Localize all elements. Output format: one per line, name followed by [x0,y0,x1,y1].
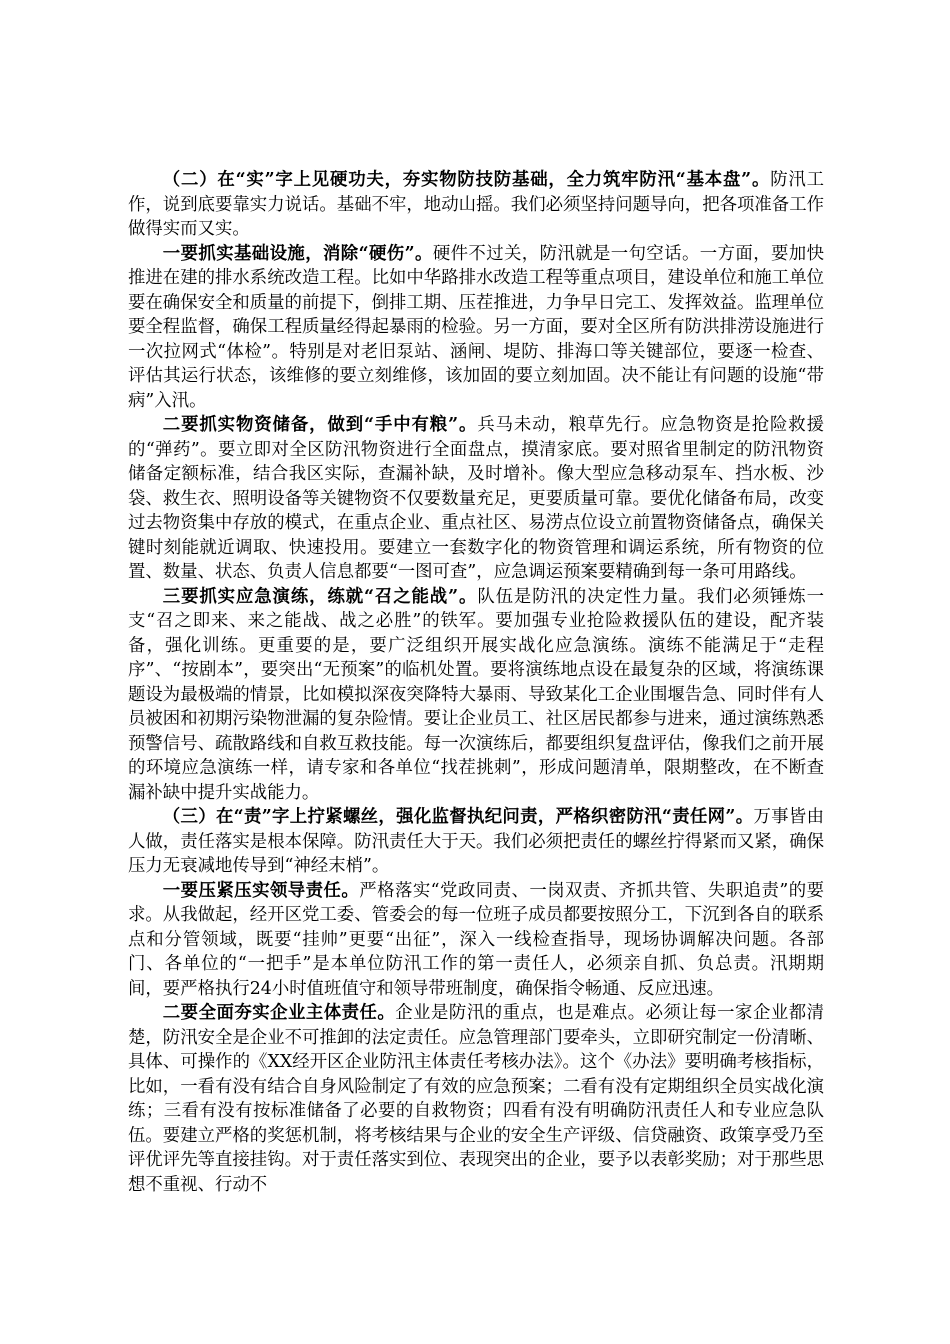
section-three-body: 万事皆由人做，责任落实是根本保障。防汛责任大于天。我们必须把责任的螺丝拧得紧而又紧，确保压力无衰减地传导到“神经末梢”。 [128,807,824,876]
leadership-heading: 一要压紧压实领导责任。 [162,880,360,901]
section-two-paragraph [128,168,824,242]
section-three-paragraph [128,805,824,879]
materials-paragraph [128,413,824,585]
enterprise-heading: 二要全面夯实企业主体责任。 [162,1003,396,1023]
enterprise-body: 企业是防汛的重点，也是难点。必须让每一家企业都清楚，防汛安全是企业不可推卸的法定责任。应急管理部门要牵头，立即研究制定一份清晰、具体、可操作的《XX经开区企业防汛主体责任考核办法》。这个《办法》要明确考核指标，比如，一看有没有结合自身风险制定了有效的应急预案；二看有没有定期组织全员实战化演练；三看有没有按标准储备了必要的自救物资；四看有没有明确防汛责任人和专业应急队伍。要建立严格的奖惩机制，将考核结果与企业的安全生产评级、信贷融资、政策享受乃至评优评先等直接挂钩。对于责任落实到位、表现突出的企业，要予以表彰奖励；对于那些思想不重视、行动不 [128,1003,824,1195]
leadership-paragraph [128,879,824,1002]
infrastructure-body: 硬件不过关，防汛就是一句空话。一方面，要加快推进在建的排水系统改造工程。比如中华路排水改造工程等重点项目，建设单位和施工单位要在确保安全和质量的前提下，倒排工期、压茬推进，力争早日完工、发挥效益。监理单位要全程监督，确保工程质量经得起暴雨的检验。另一方面，要对全区所有防洪排涝设施进行一次拉网式“体检”。特别是对老旧泵站、涵闸、堤防、排海口等关键部位，要逐一检查、评估其运行状态，该维修的要立刻维修，该加固的要立刻加固。决不能让有问题的设施“带病”入汛。 [128,243,824,411]
document-page [128,168,824,1197]
infrastructure-heading: 一要抓实基础设施，消除“硬伤”。 [162,243,433,264]
drills-heading: 三要抓实应急演练，练就“召之能战”。 [162,586,478,607]
infrastructure-paragraph [128,242,824,414]
section-two-body: 防汛工作，说到底要靠实力说话。基础不牢，地动山摇。我们必须坚持问题导向，把各项准备工作做得实而又实。 [128,170,824,239]
materials-heading: 二要抓实物资储备，做到“手中有粮”。 [162,415,478,435]
enterprise-paragraph [128,1001,824,1197]
leadership-body: 严格落实“党政同责、一岗双责、齐抓共管、失职追责”的要求。从我做起，经开区党工委、管委会的每一位班子成员都要按照分工，下沉到各自的联系点和分管领域，既要“挂帅”更要“出征”，深入一线检查指导，现场协调解决问题。各部门、各单位的“一把手”是本单位防汛工作的第一责任人，必须亲自抓、负总责。汛期期间，要严格执行24小时值班值守和领导带班制度，确保指令畅通、反应迅速。 [128,880,824,999]
drills-paragraph [128,585,824,806]
materials-body: 兵马未动，粮草先行。应急物资是抢险救援的“弹药”。要立即对全区防汛物资进行全面盘点，摸清家底。要对照省里制定的防汛物资储备定额标准，结合我区实际，查漏补缺，及时增补。像大型应急移动泵车、挡水板、沙袋、救生衣、照明设备等关键物资不仅要数量充足，更要质量可靠。要优化储备布局，改变过去物资集中存放的模式，在重点企业、重点社区、易涝点位设立前置物资储备点，确保关键时刻能就近调取、快速投用。要建立一套数字化的物资管理和调运系统，所有物资的位置、数量、状态、负责人信息都要“一图可查”，应急调运预案要精确到每一条可用路线。 [128,415,824,582]
drills-body: 队伍是防汛的决定性力量。我们必须锤炼一支“召之即来、来之能战、战之必胜”的铁军。要加强专业抢险救援队伍的建设，配齐装备，强化训练。更重要的是，要广泛组织开展实战化应急演练。演练不能满足于“走程序”、“按剧本”，要突出“无预案”的临机处置。要将演练地点设在最复杂的区域，将演练课题设为最极端的情景，比如模拟深夜突降特大暴雨、导致某化工企业围堰告急、同时伴有人员被困和初期污染物泄漏的复杂险情。要让企业员工、社区居民都参与进来，通过演练熟悉预警信号、疏散路线和自救互救技能。每一次演练后，都要组织复盘评估，像我们之前开展的环境应急演练一样，请专家和各单位“找茬挑刺”，形成问题清单，限期整改，在不断查漏补缺中提升实战能力。 [128,586,824,803]
section-three-heading: （三）在“责”字上拧紧螺丝，强化监督执纪问责，严格织密防汛“责任网”。 [162,807,754,827]
section-two-heading: （二）在“实”字上见硬功夫，夯实物防技防基础，全力筑牢防汛“基本盘”。 [162,170,771,190]
